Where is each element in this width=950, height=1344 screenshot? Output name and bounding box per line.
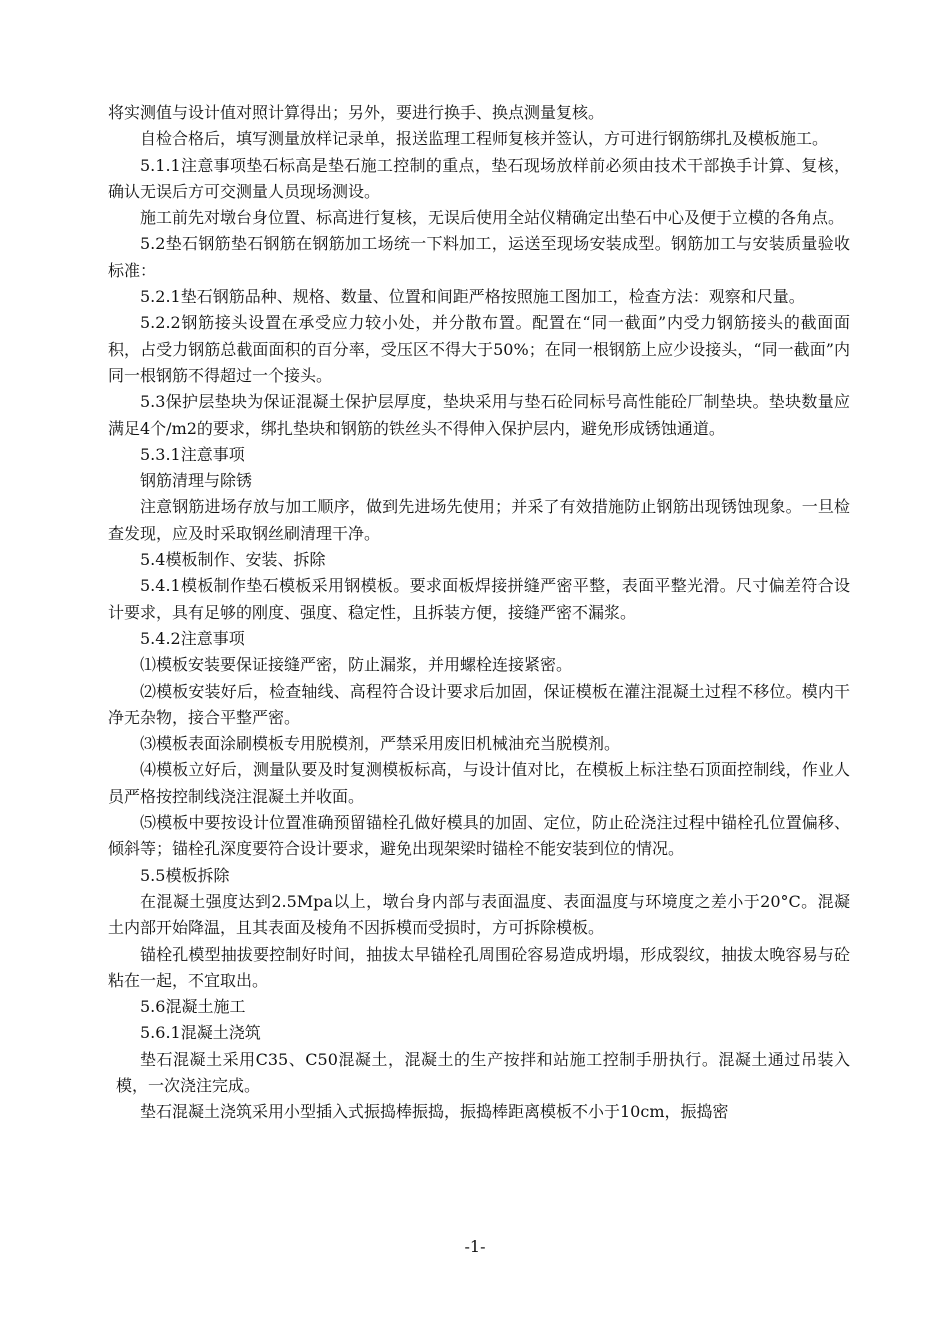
page-number: -1- [464, 1237, 486, 1256]
paragraph: 垫石混凝土浇筑采用小型插入式振捣棒振捣，振捣棒距离模板不小于10cm，振捣密 [140, 1102, 729, 1122]
paragraph: 5.3保护层垫块为保证混凝土保护层厚度，垫块采用与垫石砼同标号高性能砼厂制垫块。垫块数量应满足4个/m2的要求，绑扎垫块和钢筋的铁丝头不得伸入保护层内，避免形成锈蚀通道。 [108, 392, 850, 438]
document-body [108, 100, 850, 1126]
section-heading: 5.3.1注意事项 [140, 444, 245, 464]
paragraph: 注意钢筋进场存放与加工顺序，做到先进场先使用；并采了有效措施防止钢筋出现锈蚀现象。一旦检查发现，应及时采取钢丝刷清理干净。 [108, 497, 850, 543]
paragraph: 5.2.1垫石钢筋品种、规格、数量、位置和间距严格按照施工图加工，检查方法：观察和尺量。 [140, 287, 805, 307]
paragraph: 锚栓孔模型抽拔要控制好时间，抽拔太早锚栓孔周围砼容易造成坍塌，形成裂纹，抽拔太晚容易与砼粘在一起，不宜取出。 [108, 944, 850, 990]
paragraph: 自检合格后，填写测量放样记录单，报送监理工程师复核并签认，方可进行钢筋绑扎及模板施工。 [140, 129, 829, 149]
paragraph: 施工前先对墩台身位置、标高进行复核，无误后使用全站仪精确定出垫石中心及便于立模的各角点。 [140, 208, 845, 228]
paragraph: 5.2垫石钢筋垫石钢筋在钢筋加工场统一下料加工，运送至现场安装成型。钢筋加工与安装质量验收标准： [108, 234, 850, 280]
list-item: ⑴模板安装要保证接缝严密，防止漏浆，并用螺栓连接紧密。 [140, 655, 573, 675]
paragraph: 垫石混凝土采用C35、C50混凝土，混凝土的生产按拌和站施工控制手册执行。混凝土通过吊装入模，一次浇注完成。 [116, 1049, 850, 1095]
paragraph: 5.1.1注意事项垫石标高是垫石施工控制的重点，垫石现场放样前必须由技术干部换手计算、复核，确认无误后方可交测量人员现场测设。 [108, 155, 850, 201]
paragraph: 5.4.1模板制作垫石模板采用钢模板。要求面板焊接拼缝严密平整，表面平整光滑。尺寸偏差符合设计要求，具有足够的刚度、强度、稳定性，且拆装方便，接缝严密不漏浆。 [108, 576, 850, 622]
list-item: ⑵模板安装好后，检查轴线、高程符合设计要求后加固，保证模板在灌注混凝土过程不移位。模内干净无杂物，接合平整严密。 [108, 681, 850, 727]
list-item: ⑶模板表面涂刷模板专用脱模剂，严禁采用废旧机械油充当脱模剂。 [140, 734, 621, 754]
section-heading: 5.6混凝土施工 [140, 997, 246, 1017]
section-heading: 5.4.2注意事项 [140, 628, 245, 648]
list-item: ⑸模板中要按设计位置准确预留锚栓孔做好模具的加固、定位，防止砼浇注过程中锚栓孔位置偏移、倾斜等；锚栓孔深度要符合设计要求，避免出现架梁时锚栓不能安装到位的情况。 [108, 813, 850, 859]
paragraph: 将实测值与设计值对照计算得出；另外，要进行换手、换点测量复核。 [108, 103, 605, 122]
section-heading: 5.5模板拆除 [140, 865, 230, 885]
paragraph: 钢筋清理与除锈 [140, 471, 253, 491]
section-heading: 5.6.1混凝土浇筑 [140, 1023, 261, 1043]
paragraph: 在混凝土强度达到2.5Mpa以上，墩台身内部与表面温度、表面温度与环境度之差小于20°C。混凝土内部开始降温，且其表面及棱角不因拆模而受损时，方可拆除模板。 [108, 891, 850, 938]
section-heading: 5.4模板制作、安装、拆除 [140, 550, 326, 570]
paragraph: 5.2.2钢筋接头设置在承受应力较小处，并分散布置。配置在“同一截面”内受力钢筋接头的截面面积，占受力钢筋总截面面积的百分率，受压区不得大于50%；在同一根钢筋上应少设接头，“同一截面”内同一根钢筋不得超过一个接头。 [108, 313, 850, 385]
list-item: ⑷模板立好后，测量队要及时复测模板标高，与设计值对比，在模板上标注垫石顶面控制线，作业人员严格按控制线浇注混凝土并收面。 [108, 760, 850, 806]
